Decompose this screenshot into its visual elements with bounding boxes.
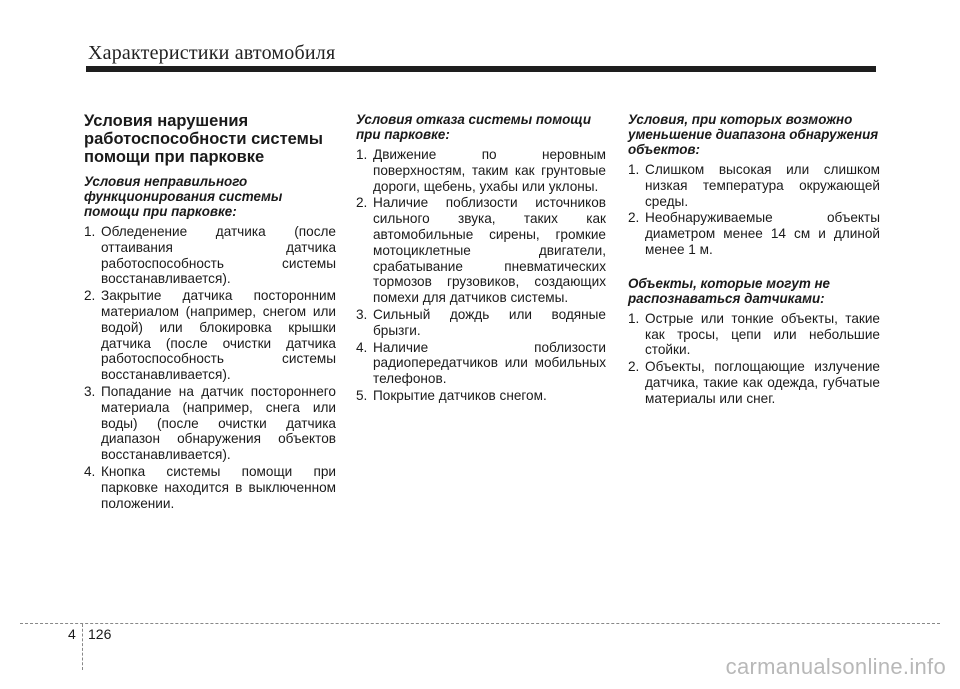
item-text: Сильный дождь или водяные брызги. [373,306,606,338]
list-item [628,210,880,257]
list-item [628,359,880,406]
item-number: 2. [628,359,640,375]
column-1 [84,112,336,512]
item-number: 2. [628,210,640,226]
malfunction-list [84,224,336,511]
item-text: Попадание на датчик постороннего материала (например, снега или воды) (после очистки датчика диапазон обнаружения объектов восстанавливается). [101,383,336,463]
footer-divider [82,624,83,670]
item-text: Слишком высокая или слишком низкая температура окружающей среды. [645,162,880,209]
reduced-range-list [628,162,880,258]
chapter-number: 4 [68,626,76,642]
item-number: 3. [84,383,96,399]
watermark: carmanualsonline.info [725,654,946,679]
item-text: Наличие поблизости источников сильного звука, таких как автомобильные сирены, громкие мотоциклетные двигатели, срабатывание пневматических тормозов грузовиков, создающих помехи для датчиков системы. [373,195,606,306]
list-item [356,388,606,404]
item-number: 1. [84,224,96,239]
item-text: Необнаруживаемые объекты диаметром менее 14 см и длиной менее 1 м. [645,210,880,257]
item-text: Кнопка системы помощи при парковке находится в выключенном положении. [101,463,336,511]
item-number: 1. [628,310,640,326]
item-number: 2. [84,288,96,304]
item-text: Покрытие датчиков снегом. [373,387,547,403]
subheading-malfunction: Условия неправильного функционирования системы помощи при парковке: [84,174,283,219]
section-title: Характеристики автомобиля [88,42,336,64]
item-text: Закрытие датчика посторонним материалом (например, снегом или водой) или блокировка крышки датчика (после очистки датчика работоспособность системы восстанавливается). [101,288,336,383]
header-rule [86,66,876,72]
item-text: Движение по неровным поверхностям, таким как грунтовые дороги, щебень, ухабы или уклоны. [373,147,606,194]
list-item [84,224,336,287]
item-text: Острые или тонкие объекты, такие как тросы, цепи или небольшие стойки. [645,310,880,358]
failure-list [356,147,606,404]
subheading-undetected-objects: Объекты, которые могут не распознаваться датчиками: [628,275,831,306]
footer-rule [20,623,940,624]
main-heading: Условия нарушения работоспособности системы помощи при парковке [84,112,323,166]
column-2 [356,112,606,405]
item-number: 2. [356,195,368,211]
subheading-failure: Условия отказа системы помощи при парковке: [356,112,591,142]
list-item [356,307,606,339]
subheading-reduced-range: Условия, при которых возможно уменьшение диапазона обнаружения объектов: [628,112,879,157]
undetected-objects-list [628,311,880,407]
list-item [356,147,606,194]
item-number: 4. [356,339,368,355]
item-number: 1. [356,147,368,162]
item-text: Наличие поблизости радиопередатчиков или мобильных телефонов. [373,339,606,387]
list-item [84,384,336,463]
list-item [84,464,336,511]
page-number: 126 [88,626,112,642]
list-item [628,311,880,358]
item-number: 1. [628,162,640,177]
item-text: Обледенение датчика (после оттаивания датчика работоспособность системы восстанавливается). [101,224,336,287]
list-item [628,162,880,209]
list-item [84,288,336,383]
item-number: 3. [356,306,368,322]
item-number: 4. [84,463,96,479]
item-number: 5. [356,387,368,403]
item-text: Объекты, поглощающие излучение датчика, такие как одежда, губчатые материалы или снег. [645,359,880,406]
column-3 [628,112,880,408]
list-item [356,340,606,387]
list-item [356,195,606,306]
